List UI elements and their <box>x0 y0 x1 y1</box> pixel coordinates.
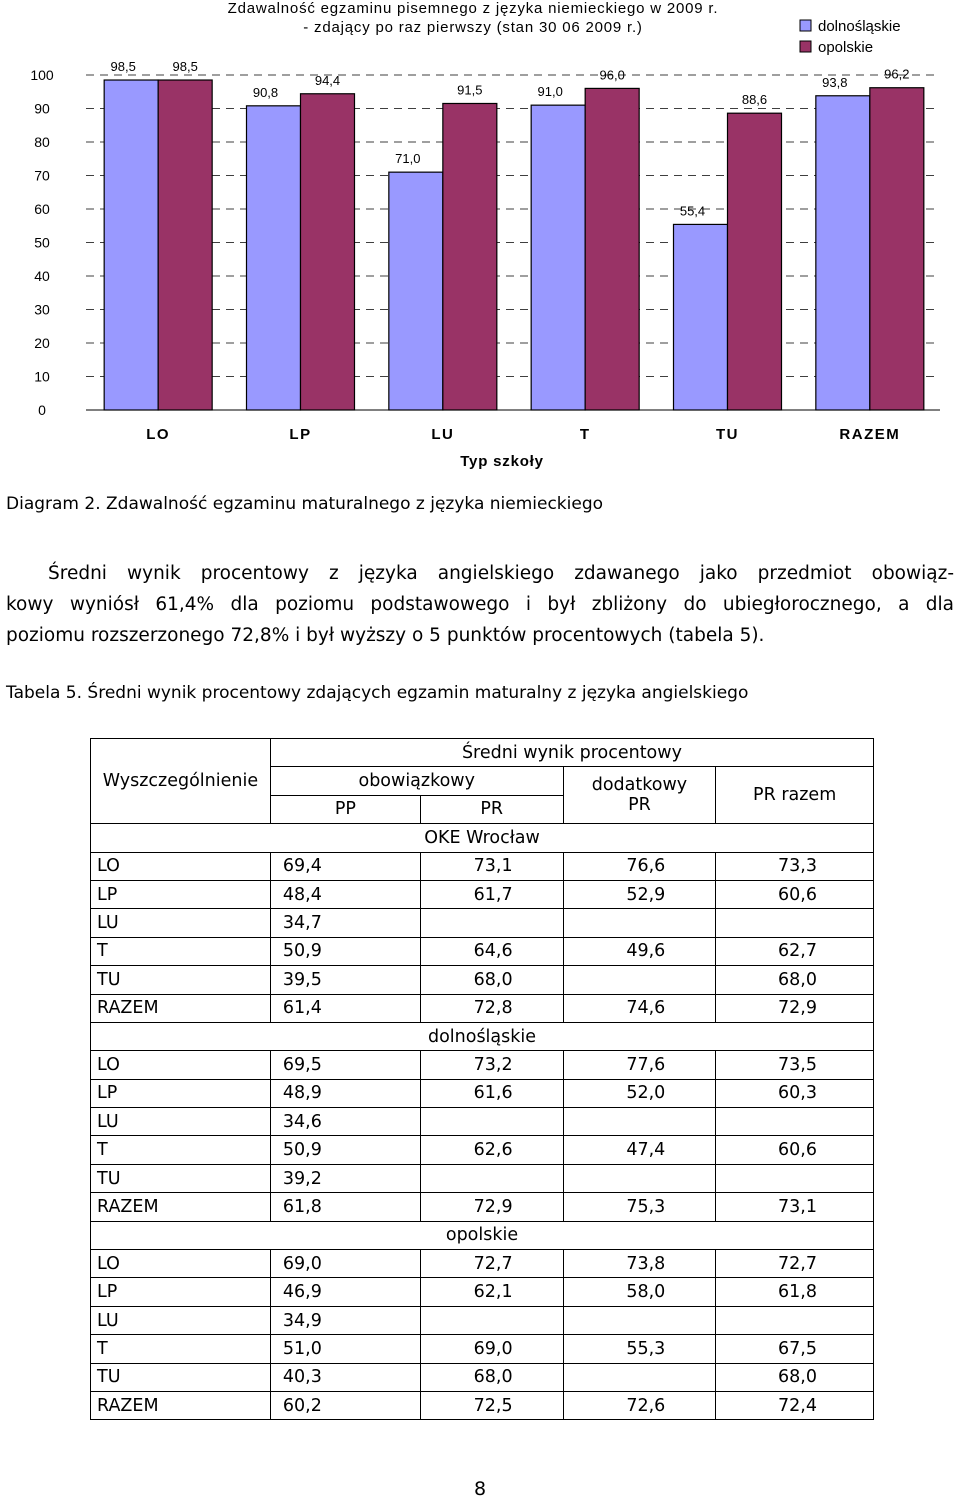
bar <box>585 88 639 410</box>
bar <box>728 113 782 410</box>
row-label: LP <box>91 1079 271 1107</box>
cell-value: 68,0 <box>420 1363 563 1391</box>
cell-value <box>563 1164 716 1192</box>
chart-title-line1: Zdawalność egzaminu pisemnego z języka niemieckiego w 2009 r. <box>227 0 719 17</box>
cell-value <box>563 1306 716 1334</box>
cell-value: 50,9 <box>270 1136 420 1164</box>
table-row <box>91 852 874 880</box>
cell-value: 61,6 <box>420 1079 563 1107</box>
y-tick-label: 100 <box>30 67 54 83</box>
cell-value: 68,0 <box>716 966 874 994</box>
x-tick-label: LU <box>431 426 455 443</box>
cell-value <box>716 1164 874 1192</box>
bar <box>247 106 301 410</box>
cell-value: 48,4 <box>270 880 420 908</box>
section-name: dolnośląskie <box>91 1022 874 1050</box>
row-label: LO <box>91 1051 271 1079</box>
bar <box>158 80 212 410</box>
row-label: TU <box>91 966 271 994</box>
cell-value <box>420 1306 563 1334</box>
table-row <box>91 994 874 1022</box>
y-tick-label: 10 <box>34 368 50 385</box>
cell-value: 64,6 <box>420 937 563 965</box>
table-row <box>91 1363 874 1391</box>
bar <box>104 80 158 410</box>
header-obowiazkowy: obowiązkowy <box>270 767 563 795</box>
cell-value: 76,6 <box>563 852 716 880</box>
page-number: 8 <box>474 1478 487 1500</box>
cell-value: 52,0 <box>563 1079 716 1107</box>
cell-value: 73,3 <box>716 852 874 880</box>
table-row <box>91 909 874 937</box>
cell-value: 77,6 <box>563 1051 716 1079</box>
y-tick-label: 20 <box>34 335 50 351</box>
data-label: 98,5 <box>110 59 136 75</box>
cell-value: 68,0 <box>716 1363 874 1391</box>
cell-value: 72,9 <box>420 1193 563 1221</box>
cell-value: 73,2 <box>420 1051 563 1079</box>
chart-bars <box>104 80 924 410</box>
table-row <box>91 1136 874 1164</box>
cell-value: 69,0 <box>270 1250 420 1278</box>
cell-value: 60,6 <box>716 880 874 908</box>
cell-value: 60,6 <box>716 1136 874 1164</box>
table-row <box>91 1335 874 1363</box>
header-dodatkowy <box>563 767 716 824</box>
bar <box>301 94 355 410</box>
cell-value: 69,5 <box>270 1051 420 1079</box>
cell-value: 46,9 <box>270 1278 420 1306</box>
header-dodatkowy-label: dodatkowy <box>591 775 688 796</box>
legend-label-dolnoslaskie: dolnośląskie <box>818 18 901 35</box>
cell-value: 73,8 <box>563 1250 716 1278</box>
cell-value: 74,6 <box>563 994 716 1022</box>
data-label: 55,4 <box>679 203 706 219</box>
data-label: 96,0 <box>599 67 625 83</box>
row-label: LU <box>91 909 271 937</box>
cell-value: 61,8 <box>716 1278 874 1306</box>
row-label: LU <box>91 1108 271 1136</box>
section-name: opolskie <box>91 1221 874 1249</box>
cell-value <box>563 966 716 994</box>
cell-value: 34,9 <box>270 1306 420 1334</box>
cell-value: 73,5 <box>716 1051 874 1079</box>
row-label: RAZEM <box>91 994 271 1022</box>
row-label: RAZEM <box>91 1391 271 1419</box>
cell-value: 72,9 <box>716 994 874 1022</box>
row-label: TU <box>91 1164 271 1192</box>
header-pr-razem: PR razem <box>716 767 874 824</box>
y-tick-label: 30 <box>34 301 50 318</box>
cell-value <box>716 909 874 937</box>
data-label: 96,2 <box>884 66 910 82</box>
cell-value: 72,4 <box>716 1391 874 1419</box>
table-row <box>91 966 874 994</box>
cell-value <box>420 1108 563 1136</box>
bar-chart <box>0 0 960 480</box>
cell-value <box>420 909 563 937</box>
cell-value: 67,5 <box>716 1335 874 1363</box>
cell-value <box>563 909 716 937</box>
bar <box>389 172 443 410</box>
table-row <box>91 1051 874 1079</box>
x-tick-label: TU <box>716 426 739 443</box>
bar <box>674 224 728 410</box>
row-label: T <box>91 937 271 965</box>
data-label: 93,8 <box>822 74 848 90</box>
cell-value: 39,2 <box>270 1164 420 1192</box>
cell-value <box>716 1108 874 1136</box>
legend-label-opolskie: opolskie <box>818 39 874 56</box>
cell-value: 61,4 <box>270 994 420 1022</box>
chart-title-line2: - zdający po raz pierwszy (stan 30 06 2009 r.) <box>303 19 643 36</box>
table-row <box>91 1391 874 1419</box>
table-row <box>91 1306 874 1334</box>
paragraph-line: poziomu rozszerzonego 72,8% i był wyższy o 5 punktów procentowych (tabela 5). <box>6 625 765 646</box>
cell-value: 69,0 <box>420 1335 563 1363</box>
y-tick-label: 0 <box>38 402 46 418</box>
chart-legend <box>800 18 901 56</box>
cell-value: 51,0 <box>270 1335 420 1363</box>
table-body <box>91 824 874 1420</box>
table-row <box>91 1108 874 1136</box>
y-tick-label: 60 <box>34 201 50 217</box>
cell-value: 61,7 <box>420 880 563 908</box>
row-label: LU <box>91 1306 271 1334</box>
cell-value: 39,5 <box>270 966 420 994</box>
y-tick-label: 80 <box>34 134 50 150</box>
cell-value: 68,0 <box>420 966 563 994</box>
cell-value: 75,3 <box>563 1193 716 1221</box>
cell-value: 52,9 <box>563 880 716 908</box>
row-label: RAZEM <box>91 1193 271 1221</box>
cell-value: 69,4 <box>270 852 420 880</box>
data-label: 91,0 <box>537 84 563 100</box>
table-row <box>91 880 874 908</box>
x-tick-label: RAZEM <box>839 426 901 443</box>
section-row <box>91 1221 874 1249</box>
cell-value: 49,6 <box>563 937 716 965</box>
cell-value: 62,6 <box>420 1136 563 1164</box>
y-tick-label: 50 <box>34 234 50 251</box>
header-dodatkowy-pr: PR <box>628 795 651 816</box>
row-label: LP <box>91 1278 271 1306</box>
data-label: 71,0 <box>395 151 421 167</box>
table-row <box>91 1250 874 1278</box>
cell-value: 72,7 <box>716 1250 874 1278</box>
section-name: OKE Wrocław <box>91 824 874 852</box>
cell-value: 34,7 <box>270 909 420 937</box>
cell-value: 60,3 <box>716 1079 874 1107</box>
bar <box>870 88 924 410</box>
bar <box>531 105 585 410</box>
x-tick-label: T <box>579 426 591 443</box>
cell-value: 55,3 <box>563 1335 716 1363</box>
cell-value: 50,9 <box>270 937 420 965</box>
results-table <box>90 738 874 1420</box>
table-row <box>91 1278 874 1306</box>
cell-value: 61,8 <box>270 1193 420 1221</box>
legend-swatch-opolskie <box>800 41 811 52</box>
row-label: LP <box>91 880 271 908</box>
data-label: 98,5 <box>172 59 198 75</box>
cell-value: 72,5 <box>420 1391 563 1419</box>
cell-value: 47,4 <box>563 1136 716 1164</box>
cell-value <box>563 1363 716 1391</box>
data-label: 88,6 <box>741 92 768 108</box>
cell-value: 34,6 <box>270 1108 420 1136</box>
chart-data-labels <box>111 59 910 218</box>
table-caption: Tabela 5. Średni wynik procentowy zdających egzamin maturalny z języka angielskiego <box>6 683 749 703</box>
table-row <box>91 1079 874 1107</box>
y-tick-label: 90 <box>34 100 50 117</box>
cell-value: 72,6 <box>563 1391 716 1419</box>
row-label: T <box>91 1335 271 1363</box>
cell-value: 73,1 <box>716 1193 874 1221</box>
data-label: 91,5 <box>457 82 483 98</box>
cell-value: 62,1 <box>420 1278 563 1306</box>
cell-value: 58,0 <box>563 1278 716 1306</box>
cell-value: 40,3 <box>270 1363 420 1391</box>
header-pp: PP <box>270 795 420 823</box>
x-tick-label: LO <box>146 426 171 443</box>
paragraph-line: kowy wyniósł 61,4% dla poziomu podstawowego i był zbliżony do ubiegłorocznego, a dla <box>6 594 954 615</box>
legend-swatch-dolnoslaskie <box>800 20 811 31</box>
cell-value <box>420 1164 563 1192</box>
y-tick-label: 70 <box>34 167 50 184</box>
row-label: T <box>91 1136 271 1164</box>
section-row <box>91 824 874 852</box>
x-tick-label: LP <box>289 426 312 443</box>
cell-value: 73,1 <box>420 852 563 880</box>
cell-value: 62,7 <box>716 937 874 965</box>
table-row <box>91 1193 874 1221</box>
header-wyszczegolnienie: Wyszczególnienie <box>91 739 271 824</box>
bar <box>443 103 497 410</box>
row-label: TU <box>91 1363 271 1391</box>
data-label: 90,8 <box>252 84 279 100</box>
header-pr: PR <box>420 795 563 823</box>
section-row <box>91 1022 874 1050</box>
cell-value <box>563 1108 716 1136</box>
table-row <box>91 1164 874 1192</box>
cell-value <box>716 1306 874 1334</box>
cell-value: 48,9 <box>270 1079 420 1107</box>
data-label: 94,4 <box>314 72 341 88</box>
summary-paragraph <box>6 558 954 651</box>
row-label: LO <box>91 1250 271 1278</box>
cell-value: 72,7 <box>420 1250 563 1278</box>
paragraph-line: Średni wynik procentowy z języka angielskiego zdawanego jako przedmiot obowiąz- <box>48 563 954 584</box>
header-sredni-wynik: Średni wynik procentowy <box>270 739 873 767</box>
chart-x-axis-label: Typ szkoły <box>460 453 544 470</box>
row-label: LO <box>91 852 271 880</box>
cell-value: 60,2 <box>270 1391 420 1419</box>
table-row <box>91 937 874 965</box>
cell-value: 72,8 <box>420 994 563 1022</box>
bar <box>816 96 870 410</box>
diagram-caption: Diagram 2. Zdawalność egzaminu maturalnego z języka niemieckiego <box>6 494 604 514</box>
y-tick-label: 40 <box>34 268 50 284</box>
